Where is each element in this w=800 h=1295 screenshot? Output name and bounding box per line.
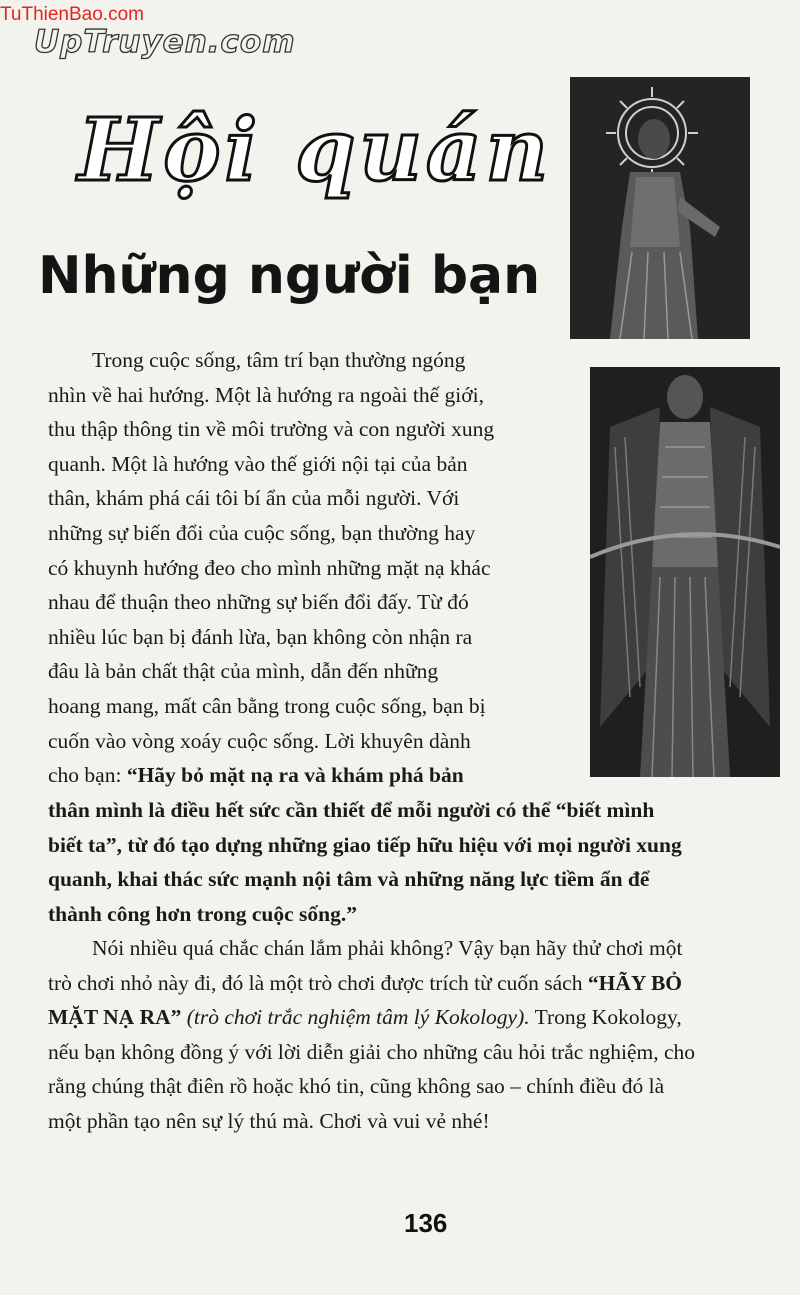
page-title: Hội quán (78, 100, 553, 201)
advice-quote (48, 793, 800, 931)
game-intro-paragraph (48, 931, 800, 1139)
watermark-brand: UpTruyen.com (34, 24, 296, 60)
text-line: có khuynh hướng đeo cho mình những mặt nạ khác (48, 555, 491, 580)
text-line (48, 758, 564, 793)
text-line: rằng chúng thật điên rồ hoặc khó tin, cũng không sao – chính điều đó là (48, 1074, 665, 1099)
text-line: nhiều lúc bạn bị đánh lừa, bạn không còn nhận ra (48, 624, 473, 649)
text-line: Trong cuộc sống, tâm trí bạn thường ngóng (92, 348, 466, 372)
text-line: thân mình là điều hết sức cần thiết để mỗi người có thể “biết mình (48, 798, 655, 822)
intro-paragraph (48, 343, 564, 793)
text-line: quanh, khai thác sức mạnh nội tâm và những năng lực tiềm ẩn để (48, 867, 650, 892)
text-line: một phần tạo nên sự lý thú mà. Chơi và vui vẻ nhé! (48, 1108, 490, 1133)
illustration-warrior (570, 77, 750, 339)
text-span: trò chơi nhỏ này đi, đó là một trò chơi được trích từ cuốn sách (48, 970, 588, 995)
text-line: biết ta”, từ đó tạo dựng những giao tiếp hữu hiệu với mọi người xung (48, 832, 682, 857)
book-title-end: MẶT NẠ RA” (48, 1005, 182, 1030)
book-title-start: “HÃY BỎ (587, 970, 683, 995)
page-number: 136 (404, 1208, 448, 1238)
text-line: nhau để thuận theo những sự biến đổi đấy. Từ đó (48, 590, 469, 615)
text-line: thân, khám phá cái tôi bí ẩn của mỗi người. Với (48, 486, 460, 511)
text-line: đâu là bản chất thật của mình, dẫn đến những (48, 659, 439, 684)
text-line: nếu bạn không đồng ý với lời diễn giải cho những câu hỏi trắc nghiệm, cho (48, 1039, 696, 1064)
text-span: Trong Kokology, (529, 1005, 682, 1030)
text-line: cuốn vào vòng xoáy cuộc sống. Lời khuyên dành (48, 728, 471, 753)
page-subtitle: Những người bạn (38, 246, 541, 306)
watermark-site[interactable]: TuThienBao.com (0, 4, 144, 25)
text-line: thành công hơn trong cuộc sống.” (48, 901, 357, 926)
text-line: quanh. Một là hướng vào thế giới nội tại của bản (48, 451, 468, 476)
text-line: nhìn về hai hướng. Một là hướng ra ngoài thế giới, (48, 382, 484, 407)
text-line: những sự biến đổi của cuộc sống, bạn thường hay (48, 520, 476, 545)
text-line: hoang mang, mất cân bằng trong cuộc sống, bạn bị (48, 693, 486, 718)
advice-quote-start: “Hãy bỏ mặt nạ ra và khám phá bản (126, 763, 464, 788)
text-line: Nói nhiều quá chắc chán lắm phải không? Vậy bạn hãy thử chơi một (92, 936, 683, 960)
text-line: thu thập thông tin về môi trường và con người xung (48, 417, 495, 442)
advice-lead: cho bạn: (48, 763, 127, 788)
text-line (48, 966, 800, 1001)
illustration-armored-figure (590, 367, 780, 777)
text-line (48, 1000, 800, 1035)
book-subtitle: (trò chơi trắc nghiệm tâm lý Kokology). (181, 1005, 530, 1030)
